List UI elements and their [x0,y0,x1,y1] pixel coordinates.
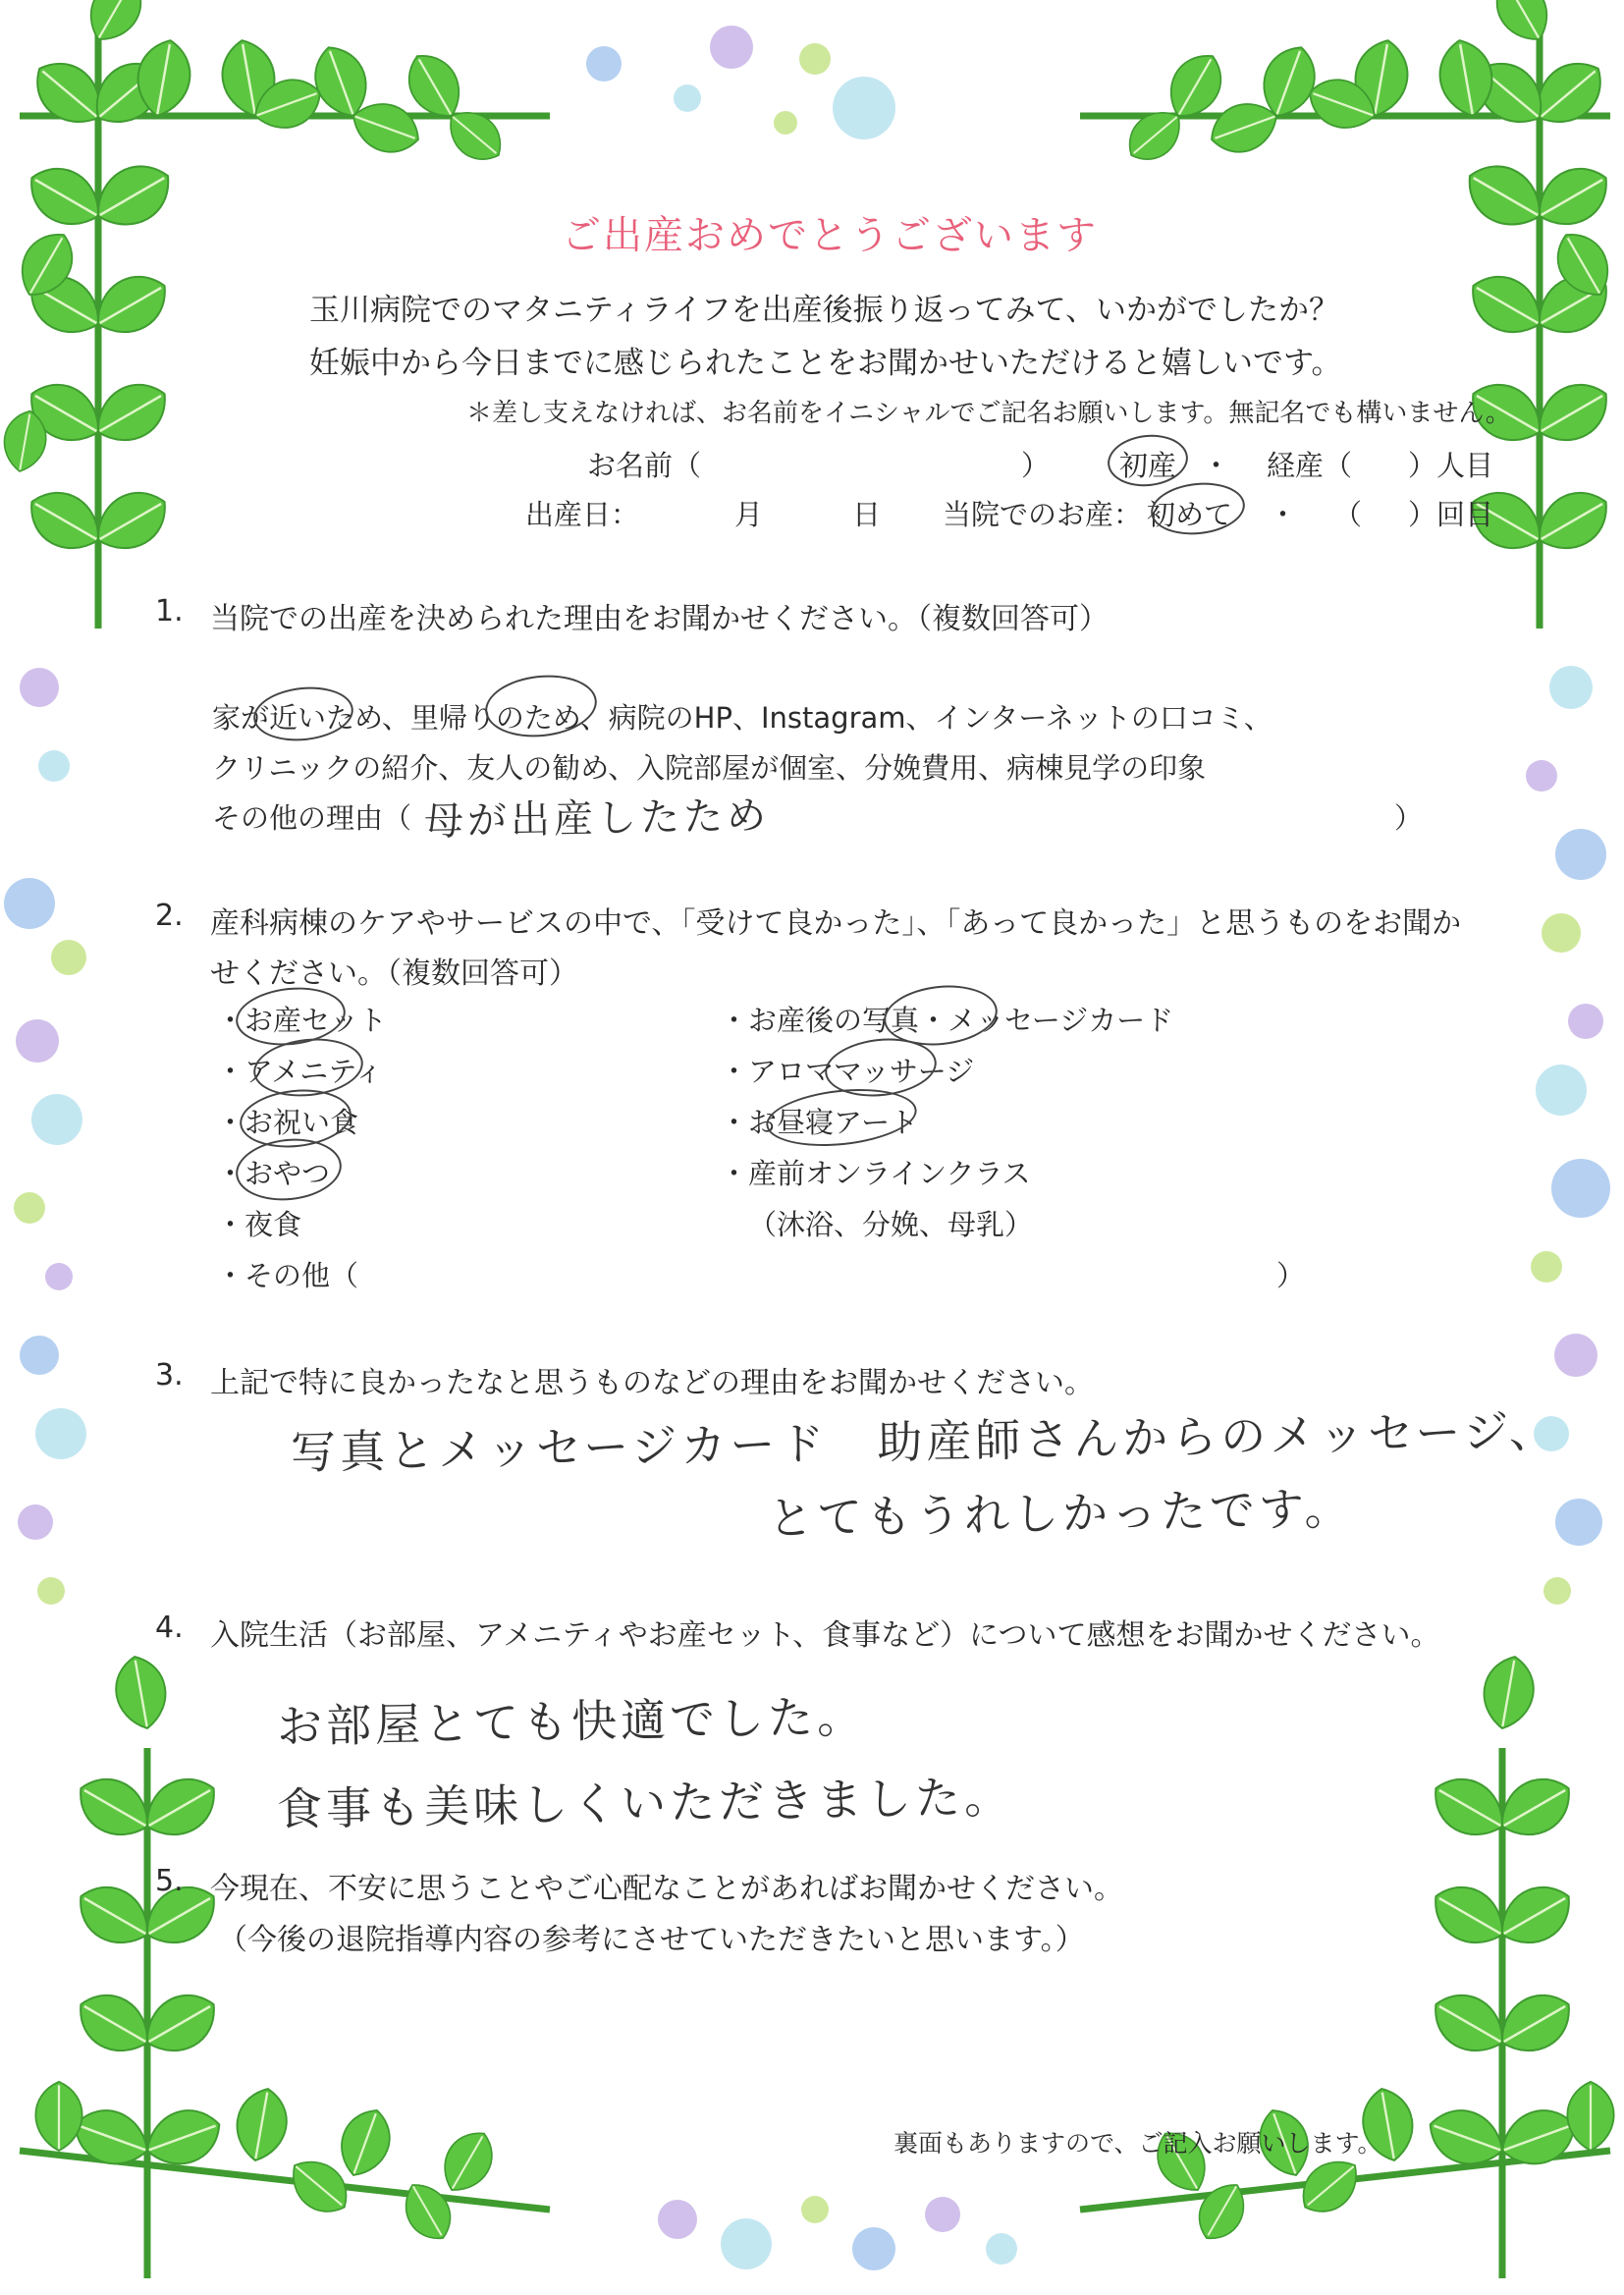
dot [1555,829,1606,880]
dot [20,1336,59,1375]
multi-birth-label[interactable]: 経産（ [1267,449,1353,482]
q3-answer-line-1: 写真とメッセージカード 助産師さんからのメッセージ、 [290,1403,1559,1480]
dot [1554,1334,1597,1377]
q2-option-nap-art[interactable]: ・お昼寝アート [720,1106,919,1139]
dot [45,1263,73,1290]
q2-text-line-1: 産科病棟のケアやサービスの中で、「受けて良かった」、「あって良かった」と思うものをお聞か [210,906,1462,941]
leaf [1485,0,1559,51]
q2-text-line-2: せください。（複数回答可） [210,956,578,991]
dot [1543,1577,1571,1605]
dot [801,2196,829,2223]
dot [1555,1499,1602,1546]
q5-text-line-2: （今後の退院指導内容の参考にさせていただきたいと思います。） [218,1923,1085,1957]
dot [38,750,70,782]
q2-other-close: ） [1276,1259,1306,1292]
q1-options-line-2: クリニックの紹介、友人の勧め、入院部屋が個室、分娩費用、病棟見学の印象 [212,751,1207,785]
dot [833,77,895,139]
q1-other-answer: 母が出産したため [423,792,771,846]
q2-option-snack[interactable]: ・おやつ [216,1157,331,1190]
dot [674,84,701,112]
dot [37,1577,65,1605]
times-open: （ [1333,498,1363,531]
q1-options-line-1: 家が近いため、里帰りのため、病院のHP、Instagram、インターネットの口コミ、 [212,701,1272,735]
q2-option-birth-set[interactable]: ・お産セット [216,1004,388,1037]
q4-text: 入院生活（お部屋、アメニティやお産セット、食事など）について感想をお聞かせください。 [210,1618,1440,1653]
dot [1551,1159,1610,1218]
dot [710,26,753,69]
birth-month-label: 月 [734,498,764,531]
name-label: お名前（ [587,449,702,482]
q3-number: 3. [155,1358,184,1393]
dot [986,2233,1017,2265]
leaf [433,2122,504,2201]
birth-day-label: 日 [852,498,882,531]
dot [799,43,831,75]
q2-option-night-meal[interactable]: ・夜食 [216,1208,302,1241]
dot [1531,1251,1562,1283]
dot [774,111,797,135]
q4-number: 4. [155,1611,184,1645]
q4-answer-line-2: 食事も美味しくいただきました。 [276,1770,1014,1836]
dot [51,940,86,975]
intro-note: ＊差し支えなければ、お名前をイニシャルでご記名お願いします。無記名でも構いません。 [466,399,1511,428]
leaf [111,1653,172,1733]
q2-option-other[interactable]: ・その他（ [216,1259,359,1292]
page-title: ご出産おめでとうございます [562,213,1098,258]
q2-option-photo-card[interactable]: ・お産後の写真・メッセージカード [720,1004,1174,1037]
q2-option-aroma-massage[interactable]: ・アロママッサージ [720,1055,975,1088]
dot [31,1094,82,1145]
leaf [1567,2082,1613,2151]
name-close: ） [1021,449,1051,482]
leaf [79,0,153,51]
dot [20,668,59,707]
intro-line-2: 妊娠中から今日までに感じられたことをお聞かせいただけると嬉しいです。 [309,346,1342,381]
dot [586,46,622,82]
q2-online-class-detail: （沐浴、分娩、母乳） [748,1208,1034,1241]
first-birth-option[interactable]: 初産 [1119,449,1177,482]
q3-answer-line-2: とてもうれしかったです。 [767,1481,1354,1546]
dot [1526,760,1557,792]
intro-line-1: 玉川病院でのマタニティライフを出産後振り返ってみて、いかがでしたか？ [309,293,1340,328]
dot [1549,666,1593,709]
dot [925,2197,960,2232]
dot [1536,1065,1587,1116]
footer-note: 裏面もありますので、ご記入お願いします。 [893,2129,1382,2158]
birth-count-suffix: ）人目 [1408,449,1494,482]
leaf [1478,1653,1539,1733]
leaf [332,2103,399,2183]
q2-option-online-class[interactable]: ・産前オンラインクラス [720,1157,1031,1190]
dot [658,2200,697,2239]
first-time-option[interactable]: 初めて [1147,498,1233,531]
q2-number: 2. [155,899,184,933]
birth-separator: ・ [1202,449,1231,482]
leaf [35,2082,81,2151]
times-suffix: ）回目 [1408,498,1494,531]
q1-number: 1. [155,594,184,628]
q1-other-label: その他の理由（ [212,801,412,835]
dot [852,2227,895,2270]
q2-option-celebration-meal[interactable]: ・お祝い食 [216,1106,359,1139]
dot [18,1504,53,1540]
q5-number: 5. [155,1864,184,1898]
q5-text-line-1: 今現在、不安に思うことやご心配なことがあればお聞かせください。 [210,1872,1123,1906]
dot [4,878,55,929]
q1-text: 当院での出産を決められた理由をお聞かせください。（複数回答可） [210,602,1109,636]
dot [16,1019,59,1063]
q4-answer-line-1: お部屋とても快適でした。 [276,1689,867,1754]
q3-text: 上記で特に良かったなと思うものなどの理由をお聞かせください。 [210,1366,1094,1400]
q2-option-amenity[interactable]: ・アメニティ [216,1055,383,1088]
birth-date-label: 出産日： [525,498,640,531]
name-input[interactable] [727,444,1011,483]
dot [1542,913,1581,953]
dot [1568,1004,1603,1039]
dot [14,1192,45,1224]
dot [721,2218,772,2269]
q1-other-close: ） [1394,801,1424,835]
times-separator: ・ [1269,498,1298,531]
dot [35,1408,86,1459]
leaf [231,2085,292,2165]
hospital-birth-label: 当院でのお産： [943,498,1143,531]
